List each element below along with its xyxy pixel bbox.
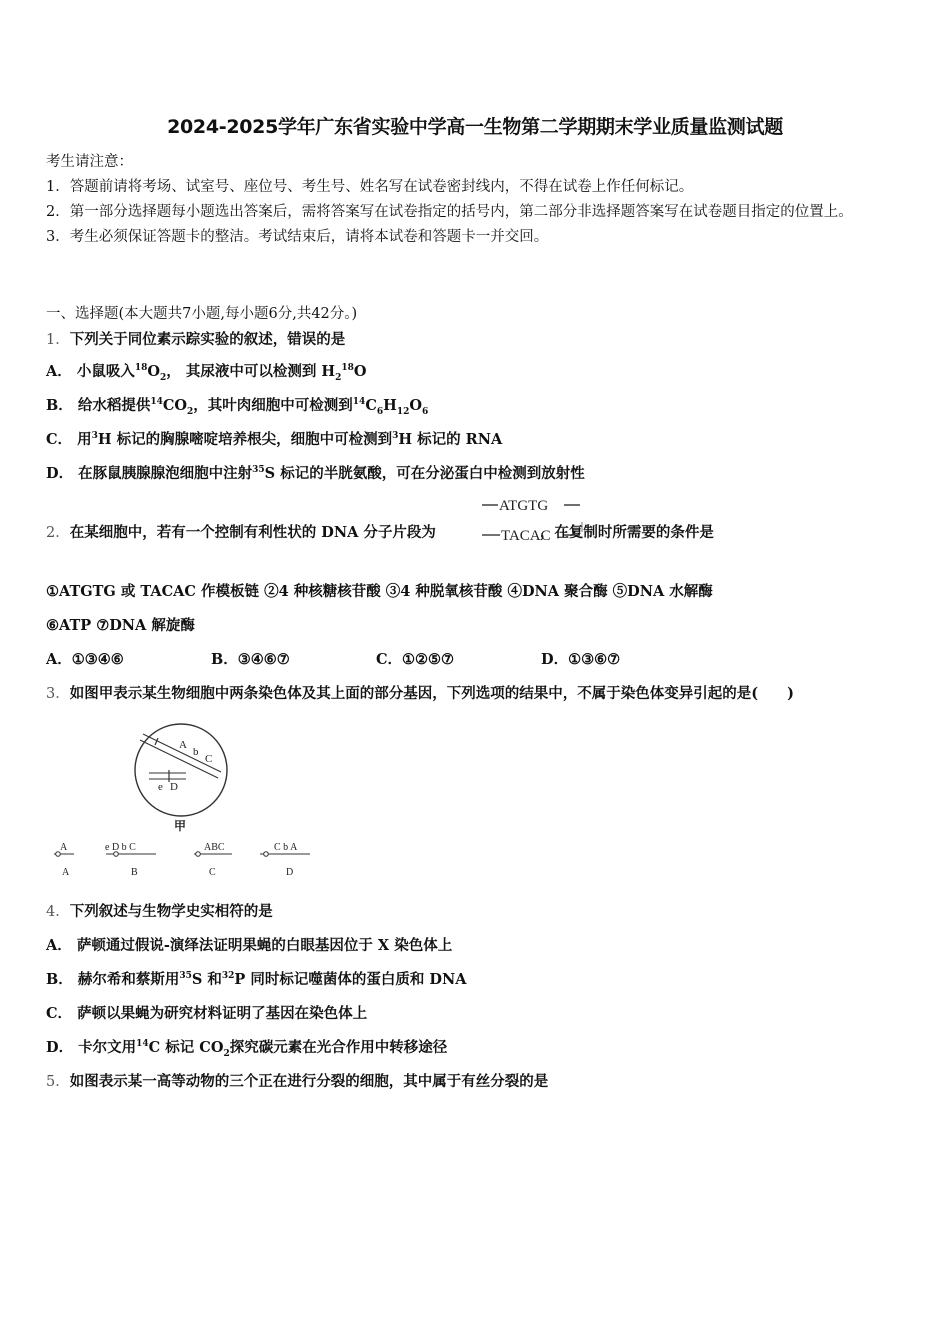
notice-item: 3．考生必须保证答题卡的整洁。考试结束后，请将本试卷和答题卡一并交回。 — [46, 229, 549, 245]
svg-text:e D b C: e D b C — [105, 842, 136, 853]
q4-option-d: D． 卡尔文用$^{14}$C 标记 $CO_2$探究碳元素在光合作用中转移途径 — [46, 1039, 448, 1059]
cell-circle — [135, 724, 227, 816]
question-number: 5． — [46, 1074, 70, 1090]
question-4 — [46, 900, 273, 921]
question-number: 4． — [46, 904, 70, 920]
q2-conditions-line-1: ①ATGTG 或 TACAC 作模板链 ②4 种核糖核苷酸 ③4 种脱氧核苷酸 ④DNA 聚合酶 ⑤DNA 水解酶 — [46, 583, 713, 600]
figure-option-b — [105, 842, 156, 878]
question-5 — [46, 1070, 548, 1091]
exam-notice — [46, 150, 906, 250]
section-heading: 一、选择题(本大题共7小题,每小题6分,共42分。) — [46, 306, 358, 322]
gene-label: A — [179, 739, 187, 751]
notice-heading: 考生请注意： — [46, 154, 133, 170]
svg-text:B: B — [131, 867, 138, 878]
gene-label: C — [205, 753, 213, 765]
q4-option-b: B． 赫尔希和蔡斯用$^{35}$S 和$^{32}$P 同时标记噬菌体的蛋白质和 DNA — [46, 971, 467, 988]
svg-text:ABC: ABC — [204, 842, 225, 853]
q2-conditions-line-2: ⑥ATP ⑦DNA 解旋酶 — [46, 617, 195, 634]
gene-label: e — [158, 781, 163, 793]
question-2: 2．在某细胞中，若有一个控制有利性状的 DNA 分子片段为 ，在复制时所需要的条件是 — [46, 524, 714, 541]
question-stem: 下列叙述与生物学史实相符的是 — [69, 903, 273, 920]
question-stem: 下列关于同位素示踪实验的叙述，错误的是 — [69, 331, 346, 348]
q2-option-b: B．③④⑥⑦ — [211, 651, 290, 668]
figure-option-d — [260, 842, 310, 878]
question-number: 1． — [46, 332, 70, 348]
svg-text:C b A: C b A — [274, 842, 298, 853]
q1-option-c: C． 用$^3$H 标记的胸腺嘧啶培养根尖，细胞中可检测到$^3$H 标记的 RNA — [46, 431, 503, 448]
chromosome-figure — [46, 712, 326, 882]
figure-caption: 甲 — [174, 819, 187, 833]
svg-text:C: C — [209, 867, 216, 878]
dna-top-strand: ATGTG — [499, 498, 549, 514]
q2-option-d: D．①③⑥⑦ — [541, 651, 621, 668]
svg-text:D: D — [286, 867, 294, 878]
figure-option-a — [54, 842, 74, 878]
q2-option-c: C．①②⑤⑦ — [376, 651, 455, 668]
figure-option-c — [194, 842, 232, 878]
question-number: 3． — [46, 686, 70, 702]
page-title: 2024-2025学年广东省实验中学高一生物第二学期期末学业质量监测试题 — [167, 116, 783, 138]
q1-option-a: A． 小鼠吸入$^{18}O_2$， 其尿液中可以检测到 $H_2^{18}O$ — [46, 363, 367, 383]
gene-label: b — [193, 746, 199, 758]
question-stem: 如图表示某一高等动物的三个正在进行分裂的细胞，其中属于有丝分裂的是 — [69, 1073, 549, 1090]
q4-option-c: C． 萨顿以果蝇为研究材料证明了基因在染色体上 — [46, 1005, 368, 1022]
q4-option-a: A． 萨顿通过假说-演绎法证明果蝇的白眼基因位于 X 染色体上 — [46, 937, 453, 954]
question-number: 2． — [46, 525, 70, 541]
gene-label: D — [170, 781, 178, 793]
notice-item: 1．答题前请将考场、试室号、座位号、考生号、姓名写在试卷密封线内，不得在试卷上作任何标记。 — [46, 179, 694, 195]
question-1 — [46, 328, 345, 349]
question-stem: 如图甲表示某生物细胞中两条染色体及其上面的部分基因，下列选项的结果中，不属于染色体变异引起的是( ) — [69, 685, 794, 702]
dna-fragment-figure — [480, 492, 588, 548]
q1-option-d: D． 在豚鼠胰腺腺泡细胞中注射$^{35}$S 标记的半胱氨酸，可在分泌蛋白中检测到放射性 — [46, 465, 585, 482]
q1-option-b: B． 给水稻提供$^{14}CO_2$，其叶肉细胞中可检测到$^{14}C_6H_{12}O_6$ — [46, 397, 429, 417]
q2-options — [46, 648, 620, 669]
svg-text:A: A — [60, 842, 68, 853]
svg-text:A: A — [62, 867, 70, 878]
q2-option-a: A．①③④⑥ — [46, 651, 124, 668]
dna-bottom-strand: TACAC — [501, 528, 551, 544]
notice-item: 2．第一部分选择题每小题选出答案后，需将答案写在试卷指定的括号内，第二部分非选择题答案写在试卷题目指定的位置上。 — [46, 204, 853, 220]
question-3 — [46, 682, 794, 703]
